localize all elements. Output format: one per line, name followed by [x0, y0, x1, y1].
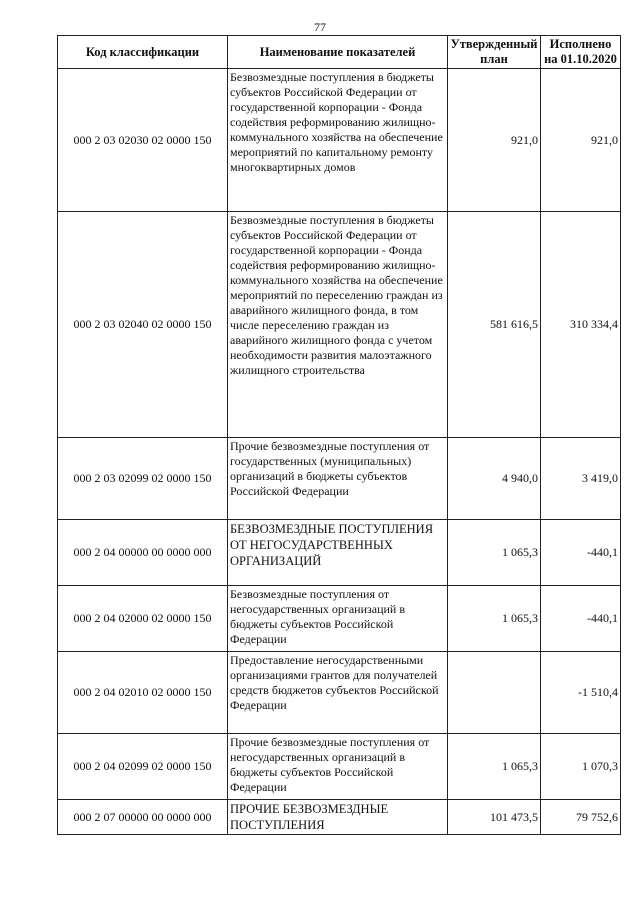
- row-done: 79 752,6: [541, 800, 621, 835]
- row-code: 000 2 03 02030 02 0000 150: [58, 69, 228, 212]
- row-plan: 581 616,5: [448, 212, 541, 438]
- row-done: 921,0: [541, 69, 621, 212]
- row-plan: 1 065,3: [448, 520, 541, 586]
- row-done: 310 334,4: [541, 212, 621, 438]
- row-plan: 4 940,0: [448, 438, 541, 520]
- row-name: БЕЗВОЗМЕЗДНЫЕ ПОСТУПЛЕНИЯ ОТ НЕГОСУДАРСТВЕННЫХ ОРГАНИЗАЦИЙ: [228, 520, 448, 586]
- row-code: 000 2 03 02040 02 0000 150: [58, 212, 228, 438]
- row-code: 000 2 03 02099 02 0000 150: [58, 438, 228, 520]
- budget-table: [57, 35, 621, 835]
- table-row: [58, 69, 621, 212]
- header-name: Наименование показателей: [228, 36, 448, 69]
- row-code: 000 2 04 02000 02 0000 150: [58, 586, 228, 652]
- table-row: [58, 520, 621, 586]
- row-name: Безвозмездные поступления в бюджеты субъектов Российской Федерации от государственной корпорации - Фонда содействия реформированию жилищно-коммунального хозяйства на обеспечение мероприятий по капитальному ремонту многоквартирных домов: [228, 69, 448, 212]
- row-name: ПРОЧИЕ БЕЗВОЗМЕЗДНЫЕ ПОСТУПЛЕНИЯ: [228, 800, 448, 835]
- row-done: -1 510,4: [541, 652, 621, 734]
- header-code: Код классификации: [58, 36, 228, 69]
- row-name: Прочие безвозмездные поступления от государственных (муниципальных) организаций в бюджеты субъектов Российской Федерации: [228, 438, 448, 520]
- row-code: 000 2 04 02010 02 0000 150: [58, 652, 228, 734]
- table-header-row: [58, 36, 621, 69]
- header-plan: Утвержденный план: [448, 36, 541, 69]
- row-name: Безвозмездные поступления от негосударственных организаций в бюджеты субъектов Российской Федерации: [228, 586, 448, 652]
- row-plan: 1 065,3: [448, 586, 541, 652]
- row-done: 3 419,0: [541, 438, 621, 520]
- row-name: Прочие безвозмездные поступления от негосударственных организаций в бюджеты субъектов Российской Федерации: [228, 734, 448, 800]
- row-name: Предоставление негосударственными организациями грантов для получателей средств бюджетов субъектов Российской Федерации: [228, 652, 448, 734]
- table-row: [58, 438, 621, 520]
- row-plan: 921,0: [448, 69, 541, 212]
- row-done: 1 070,3: [541, 734, 621, 800]
- row-done: -440,1: [541, 520, 621, 586]
- row-code: 000 2 07 00000 00 0000 000: [58, 800, 228, 835]
- row-code: 000 2 04 02099 02 0000 150: [58, 734, 228, 800]
- table-row: [58, 586, 621, 652]
- header-done: Исполнено на 01.10.2020: [541, 36, 621, 69]
- table-row: [58, 212, 621, 438]
- row-name: Безвозмездные поступления в бюджеты субъектов Российской Федерации от государственной корпорации - Фонда содействия реформированию жилищно-коммунального хозяйства на обеспечение мероприятий по переселению граждан из аварийного жилищного фонда, в том числе переселению граждан из аварийного жилищного фонда с учетом необходимости развития малоэтажного жилищного строительства: [228, 212, 448, 438]
- table-row: [58, 734, 621, 800]
- row-plan: 101 473,5: [448, 800, 541, 835]
- table-row: [58, 800, 621, 835]
- row-code: 000 2 04 00000 00 0000 000: [58, 520, 228, 586]
- row-plan: 1 065,3: [448, 734, 541, 800]
- page-number: 77: [314, 20, 326, 34]
- row-plan: [448, 652, 541, 734]
- table-row: [58, 652, 621, 734]
- row-done: -440,1: [541, 586, 621, 652]
